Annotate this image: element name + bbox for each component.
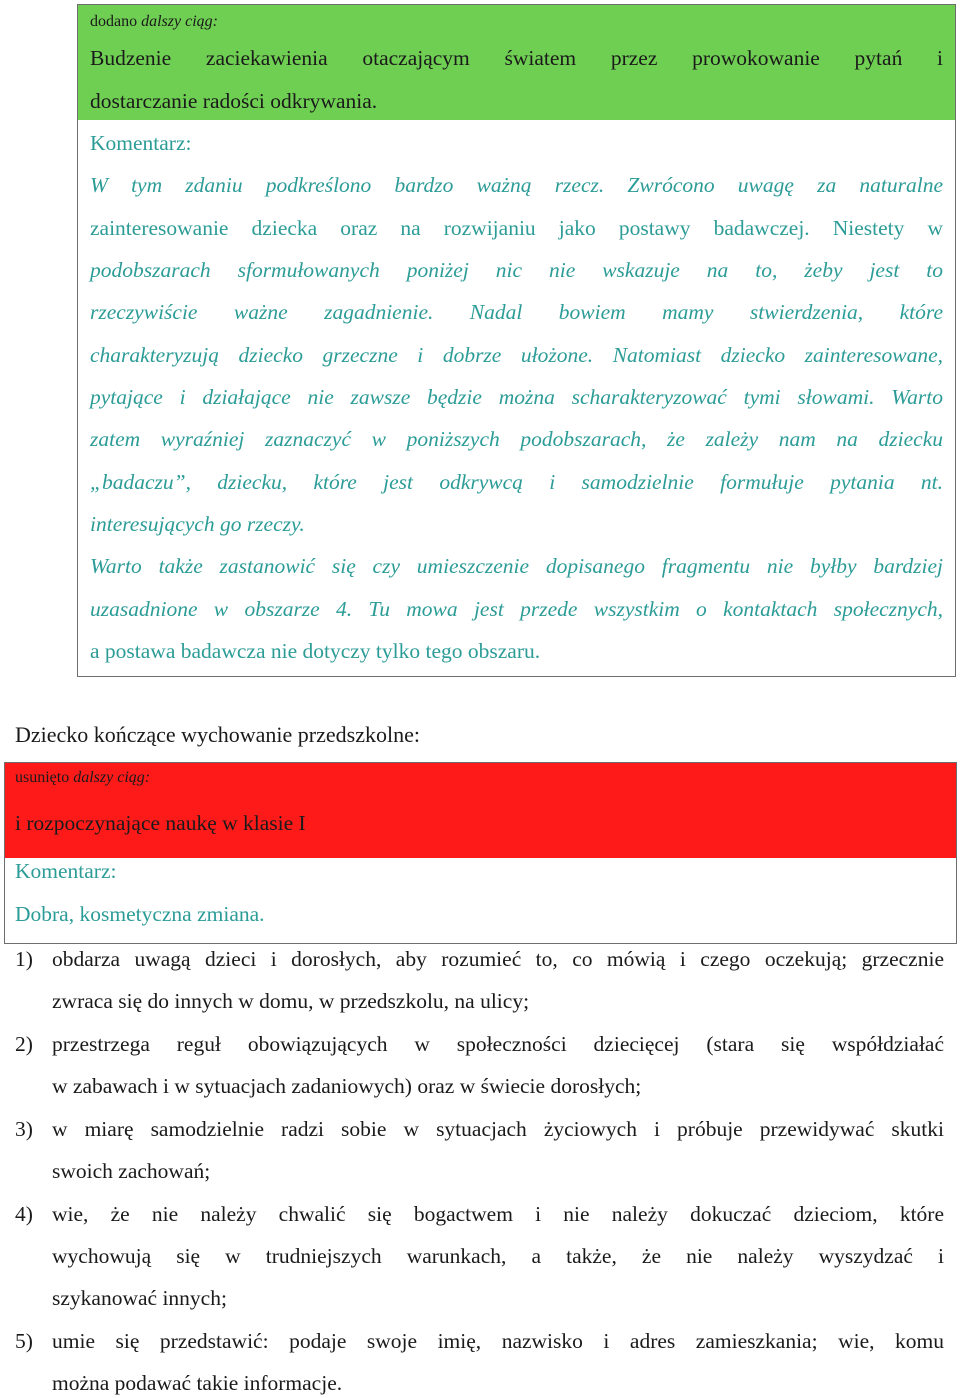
list-item-line: swoich zachowań; — [52, 1159, 211, 1183]
list-item-line: wychowują się w trudniejszych warunkach, a także, że nie należy wyszydzać i — [52, 1244, 944, 1268]
comment-label-1: Komentarz: — [90, 131, 192, 155]
list-item-line: szykanować innych; — [52, 1286, 227, 1310]
removed-text: i rozpoczynające naukę w klasie I — [15, 811, 306, 835]
removed-label-italic: dalszy ciąg: — [73, 769, 151, 786]
list-item-number: 4) — [15, 1202, 33, 1226]
list-item-line: wie, że nie należy chwalić się bogactwem i nie należy dokuczać dzieciom, które — [52, 1202, 944, 1226]
comment-line-6: pytające i działające nie zawsze będzie można scharakteryzować tymi słowami. Warto — [90, 385, 943, 409]
removed-label-plain: usunięto — [15, 769, 74, 786]
added-label — [90, 11, 943, 33]
comment-line-12: a postawa badawcza nie dotyczy tylko tego obszaru. — [90, 639, 541, 663]
added-label-plain: dodano — [90, 13, 142, 30]
comment-line-7: zatem wyraźniej zaznaczyć w poniższych podobszarach, że zależy nam na dziecku — [90, 427, 943, 451]
added-line-1: Budzenie zaciekawienia otaczającym światem przez prowokowanie pytań i — [90, 46, 943, 70]
section-heading: Dziecko kończące wychowanie przedszkolne: — [15, 722, 420, 747]
added-label-italic: dalszy ciąg: — [141, 13, 218, 30]
comment-line-10: Warto także zastanowić się czy umieszczenie dopisanego fragmentu nie byłby bardziej — [90, 554, 943, 578]
comment-text-2: Dobra, kosmetyczna zmiana. — [15, 902, 265, 926]
comment-line-1: W tym zdaniu podkreślono bardzo ważną rzecz. Zwrócono uwagę za naturalne — [90, 173, 943, 197]
list-item-line: w zabawach i w sytuacjach zadaniowych) oraz w świecie dorosłych; — [52, 1074, 642, 1098]
list-item-line: obdarza uwagą dzieci i dorosłych, aby rozumieć to, co mówią i czego oczekują; grzecznie — [52, 947, 944, 971]
added-text-annotation-box — [77, 4, 956, 677]
list-item-number: 2) — [15, 1032, 33, 1056]
comment-line-5: charakteryzują dziecko grzeczne i dobrze ułożone. Natomiast dziecko zainteresowane, — [90, 343, 943, 367]
comment-label-2: Komentarz: — [15, 859, 117, 883]
list-item-line: umie się przedstawić: podaje swoje imię, nazwisko i adres zamieszkania; wie, komu — [52, 1329, 944, 1353]
list-item-line: w miarę samodzielnie radzi sobie w sytuacjach życiowych i próbuje przewidywać skutki — [52, 1117, 944, 1141]
removed-label — [15, 767, 946, 789]
comment-line-3: podobszarach sformułowanych poniżej nic nie wskazuje na to, żeby jest to — [90, 258, 943, 282]
removed-text-annotation-box — [4, 762, 957, 944]
added-line-2: dostarczanie radości odkrywania. — [90, 89, 378, 113]
list-item-number: 3) — [15, 1117, 33, 1141]
list-item-line: zwraca się do innych w domu, w przedszkolu, na ulicy; — [52, 989, 530, 1013]
comment-line-2: zainteresowanie dziecka oraz na rozwijaniu jako postawy badawczej. Niestety w — [90, 216, 943, 240]
list-item-number: 1) — [15, 947, 33, 971]
comment-line-4: rzeczywiście ważne zagadnienie. Nadal bowiem mamy stwierdzenia, które — [90, 300, 943, 324]
list-item-number: 5) — [15, 1329, 33, 1353]
comment-line-9: interesujących go rzeczy. — [90, 512, 305, 536]
comment-line-8: „badaczu”, dziecku, które jest odkrywcą i samodzielnie formułuje pytania nt. — [90, 470, 943, 494]
comment-line-11: uzasadnione w obszarze 4. Tu mowa jest przede wszystkim o kontaktach społecznych, — [90, 597, 943, 621]
list-item-line: można podawać takie informacje. — [52, 1371, 343, 1395]
list-item-line: przestrzega reguł obowiązujących w społeczności dziecięcej (stara się współdziałać — [52, 1032, 944, 1056]
